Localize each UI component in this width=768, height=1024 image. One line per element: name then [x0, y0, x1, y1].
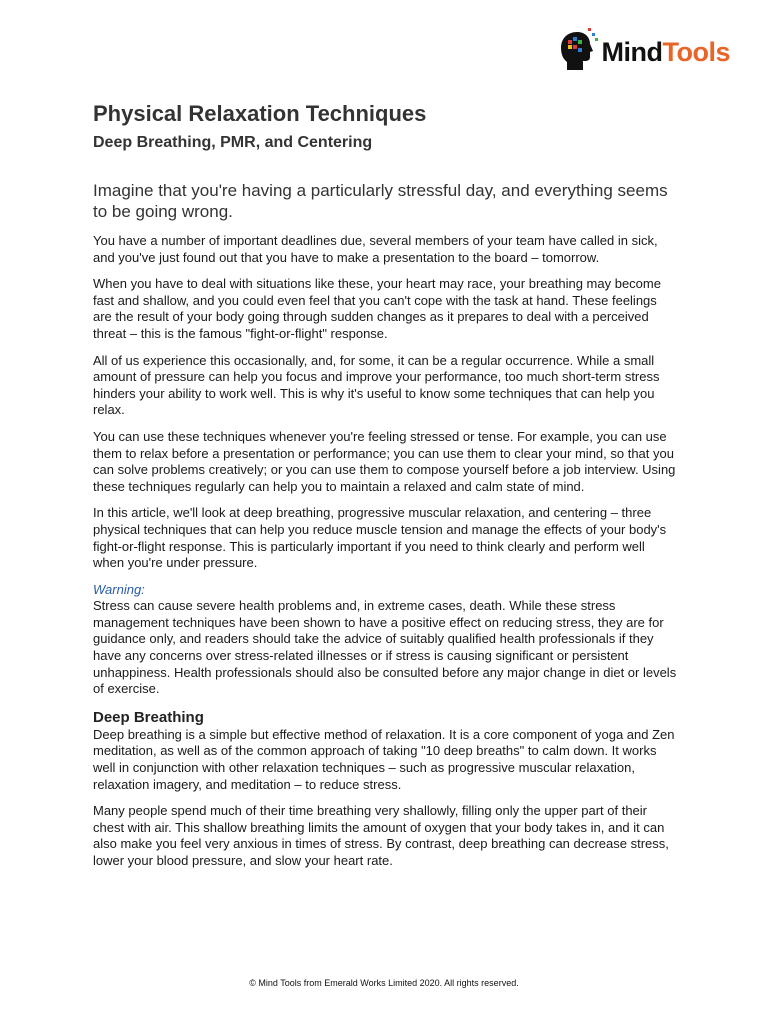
body-paragraph: Many people spend much of their time breathing very shallowly, filling only the upper part of their chest with air. This shallow breathing limits the amount of oxygen that your body takes in, and it can also make you feel very anxious in times of stress. By contrast, deep breathing can decrease stress, lower your blood pressure, and slow your heart rate. — [93, 803, 669, 868]
body-paragraph: You can use these techniques whenever you're feeling stressed or tense. For example, you can use them to relax before a presentation or performance; you can use them to clear your mind, so that you can solve problems creatively; or you can use them to compose yourself before a job interview. Using these techniques regularly can help you to maintain a relaxed and calm state of mind. — [93, 428, 676, 494]
section-heading-deep-breathing: Deep Breathing — [93, 708, 204, 726]
logo-tools-text: Tools — [662, 36, 730, 67]
body-paragraph: You have a number of important deadlines due, several members of your team have called in sick, and you've just found out that you have to make a presentation to the board – tomorrow. — [93, 233, 658, 265]
warning-text: Stress can cause severe health problems and, in extreme cases, death. While these stress management techniques have been shown to have a positive effect on reducing stress, they are for guidance only, and readers should take the advice of suitably qualified health professionals if they have any concerns over stress-related illnesses or if stress is causing significant or persistent unhappiness. Health professionals should also be consulted before any major change in diet or levels of exercise. — [93, 598, 677, 697]
body-paragraph: Deep breathing is a simple but effective method of relaxation. It is a core component of yoga and Zen meditation, as well as of the common approach of taking "10 deep breaths" to calm down. It works well in conjunction with other relaxation techniques – such as progressive muscular relaxation, relaxation imagery, and meditation – to reduce stress. — [93, 726, 675, 792]
page-title: Physical Relaxation Techniques — [93, 101, 427, 126]
body-paragraph: When you have to deal with situations like these, your heart may race, your breathing may become fast and shallow, and you could even feel that you can't cope with the task at hand. These feelings are the result of your body going through sudden changes as it prepares to deal with a perceived threat – this is the famous "fight-or-flight" response. — [93, 276, 661, 341]
copyright-footer: © Mind Tools from Emerald Works Limited 2020. All rights reserved. — [249, 978, 519, 988]
body-paragraph: All of us experience this occasionally, and, for some, it can be a regular occurrence. While a small amount of pressure can help you focus and improve your performance, too much short-term stress hinders your ability to work well. This is why it's useful to know some techniques that can help you relax. — [93, 352, 660, 418]
page-subtitle: Deep Breathing, PMR, and Centering — [93, 134, 373, 151]
body-paragraph: In this article, we'll look at deep breathing, progressive muscular relaxation, and centering – three physical techniques that can help you reduce muscle tension and manage the effects of your body's fight-or-flight response. This is particularly important if you need to think clearly and perform well when you're under pressure. — [93, 505, 667, 571]
mindtools-logo — [555, 26, 730, 72]
article-content — [93, 101, 677, 870]
head-profile-icon — [555, 26, 601, 72]
logo-mind-text: Mind — [601, 36, 663, 67]
logo-wordmark — [602, 37, 730, 68]
lead-paragraph: Imagine that you're having a particularly stressful day, and everything seems to be going wrong. — [93, 181, 668, 221]
warning-label: Warning: — [93, 581, 145, 597]
